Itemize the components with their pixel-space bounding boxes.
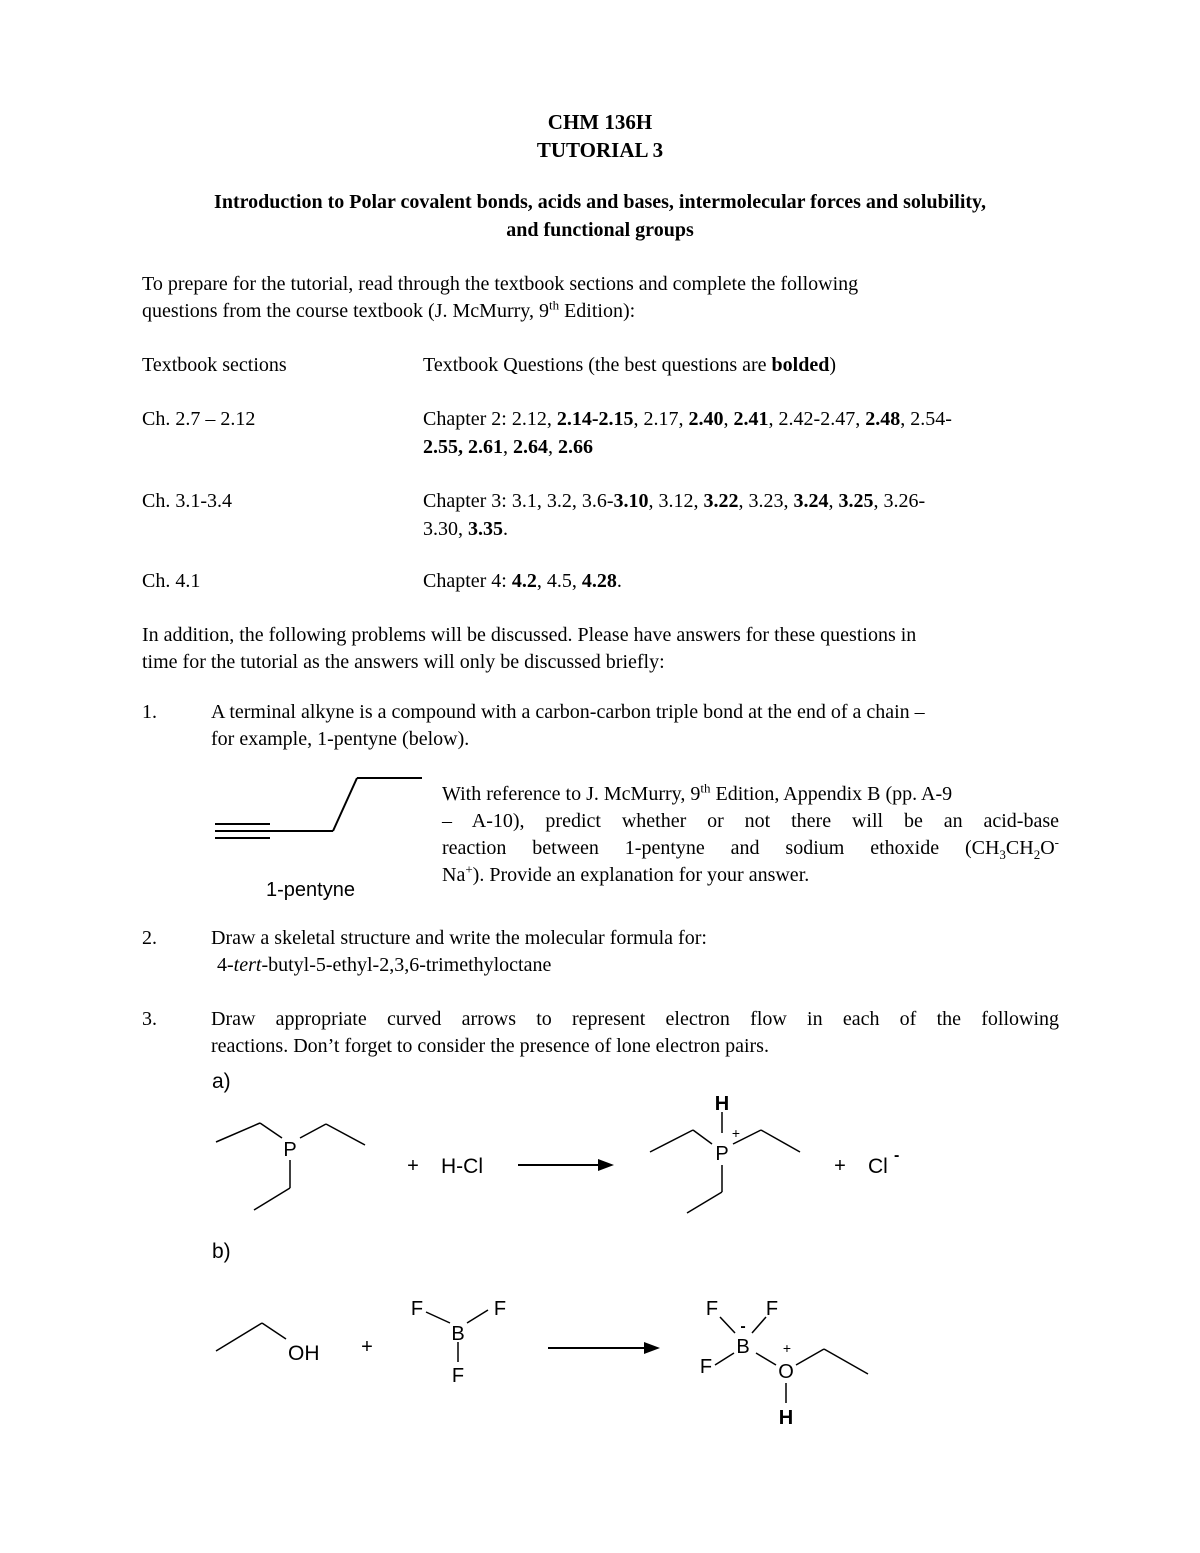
reaction-a	[200, 1090, 920, 1230]
q2-line-1: Draw a skeletal structure and write the molecular formula for:	[211, 927, 707, 949]
added-hydrogen: H	[714, 1093, 730, 1115]
course-code: CHM 136H	[547, 110, 653, 134]
q1-ref-line-4: Na+). Provide an explanation for your answer.	[442, 861, 810, 886]
q1-ref-line-1: With reference to J. McMurry, 9th Edition, Appendix B (pp. A-9	[442, 780, 953, 805]
q1-ref-line-3: reaction between 1-pentyne and sodium ethoxide ($CH_3CH_2O^-$	[442, 834, 1059, 862]
topic-line-2: and functional groups	[506, 219, 694, 241]
tutorial-number: TUTORIAL 3	[536, 138, 664, 162]
col-header-questions: Textbook Questions (the best questions are bolded)	[423, 354, 837, 376]
arrow-head-b	[644, 1342, 660, 1354]
fluorine-1: F	[410, 1298, 424, 1320]
question-ref: .	[503, 518, 508, 540]
question-ref: .	[616, 570, 622, 592]
q1-number: 1.	[142, 701, 157, 723]
question-ref: ,	[503, 436, 513, 458]
section-ch3: Ch. 3.1-3.4	[142, 490, 232, 512]
questions-ch2-line1	[423, 405, 952, 433]
bold-question-ref: 3.25	[838, 490, 874, 512]
topic-line-1: Introduction to Polar covalent bonds, acids and bases, intermolecular forces and solubility,	[214, 191, 986, 213]
q1-ref-line-2: – A-10), predict whether or not there will be an acid-base	[442, 810, 1059, 832]
phosphorus-atom: P	[283, 1139, 297, 1161]
pentyne-label: 1-pentyne	[266, 879, 355, 901]
q3-part-b-label: b)	[212, 1240, 231, 1263]
col-header-sections: Textbook sections	[142, 354, 287, 376]
questions-ch2-line2	[423, 433, 593, 461]
question-ref: , 3.12,	[648, 490, 704, 512]
bold-question-ref: 2.55, 2.61	[423, 436, 503, 458]
questions-ch3-line1	[423, 487, 925, 515]
oxonium-oxygen: O	[778, 1361, 794, 1383]
question-ref: , 2.54-	[900, 408, 952, 430]
question-ref: Chapter 4:	[423, 570, 512, 592]
question-ref: ,	[828, 490, 839, 512]
arrow-head-a	[598, 1159, 614, 1171]
question-ref: ,	[723, 408, 734, 430]
bold-question-ref: 2.41	[733, 408, 769, 430]
reaction-b	[200, 1285, 900, 1435]
bold-question-ref: 2.48	[865, 408, 901, 430]
bold-question-ref: 3.10	[613, 490, 649, 512]
q3-part-a-label: a)	[212, 1070, 231, 1093]
question-ref: , 2.17,	[633, 408, 689, 430]
bold-question-ref: 2.40	[688, 408, 724, 430]
question-ref: ,	[548, 436, 558, 458]
phosphonium-charge: +	[731, 1125, 741, 1141]
question-ref: , 3.26-	[873, 490, 926, 512]
plus-sign-b: +	[361, 1336, 373, 1358]
boron-atom: B	[451, 1323, 465, 1345]
question-ref: 3.30,	[423, 518, 468, 540]
plus-sign-2: +	[834, 1155, 846, 1177]
bold-question-ref: 4.2	[511, 570, 537, 592]
chloride-charge: -	[894, 1147, 900, 1164]
fluorine-2: F	[493, 1298, 507, 1320]
addition-line-2: time for the tutorial as the answers will only be discussed briefly:	[142, 651, 665, 673]
question-ref: Chapter 2: 2.12,	[423, 408, 557, 430]
bold-question-ref: 3.35	[468, 518, 503, 540]
bold-question-ref: 3.24	[793, 490, 829, 512]
questions-ch3-line2	[423, 515, 508, 543]
addition-line-1: In addition, the following problems will be discussed. Please have answers for these questions in	[142, 624, 917, 646]
product-fluorine-1: F	[705, 1298, 719, 1320]
bold-question-ref: 2.14-2.15	[556, 408, 634, 430]
bold-question-ref: 2.66	[558, 436, 593, 458]
product-boron: B	[736, 1336, 750, 1358]
plus-sign: +	[407, 1155, 419, 1177]
question-ref: Chapter 3: 3.1, 3.2, 3.6-	[423, 490, 614, 512]
q1-line-1: A terminal alkyne is a compound with a carbon-carbon triple bond at the end of a chain –	[211, 701, 925, 723]
q2-compound: 4-tert-butyl-5-ethyl-2,3,6-trimethyloctane	[217, 954, 552, 976]
phosphonium-atom: P	[715, 1143, 729, 1165]
question-ref: , 4.5,	[536, 570, 582, 592]
question-ref: , 3.23,	[738, 490, 794, 512]
bold-question-ref: 3.22	[703, 490, 739, 512]
section-ch2: Ch. 2.7 – 2.12	[142, 408, 256, 430]
fluorine-3: F	[451, 1365, 465, 1387]
section-ch4: Ch. 4.1	[142, 570, 201, 592]
hydroxyl-group: OH	[288, 1342, 320, 1365]
oxonium-hydrogen: H	[778, 1407, 794, 1429]
questions-ch4-line1	[423, 567, 622, 595]
question-ref: , 2.42-2.47,	[768, 408, 866, 430]
chloride-ion: Cl	[868, 1155, 888, 1178]
product-fluorine-2: F	[765, 1298, 779, 1320]
intro-line-1: To prepare for the tutorial, read through the textbook sections and complete the following	[142, 273, 859, 295]
oxonium-charge: +	[782, 1340, 792, 1356]
borate-charge: -	[740, 1318, 746, 1335]
product-fluorine-3: F	[699, 1356, 713, 1378]
hcl-reagent: H-Cl	[441, 1155, 483, 1178]
q2-number: 2.	[142, 927, 157, 949]
q3-number: 3.	[142, 1008, 157, 1030]
q3-line-2: reactions. Don’t forget to consider the presence of lone electron pairs.	[211, 1035, 769, 1057]
q3-line-1: Draw appropriate curved arrows to represent electron flow in each of the following	[211, 1008, 1059, 1030]
q1-line-2: for example, 1-pentyne (below).	[211, 728, 470, 750]
bold-question-ref: 4.28	[581, 570, 617, 592]
bold-question-ref: 2.64	[513, 436, 548, 458]
intro-line-2: questions from the course textbook (J. McMurry, 9th Edition):	[142, 297, 636, 322]
